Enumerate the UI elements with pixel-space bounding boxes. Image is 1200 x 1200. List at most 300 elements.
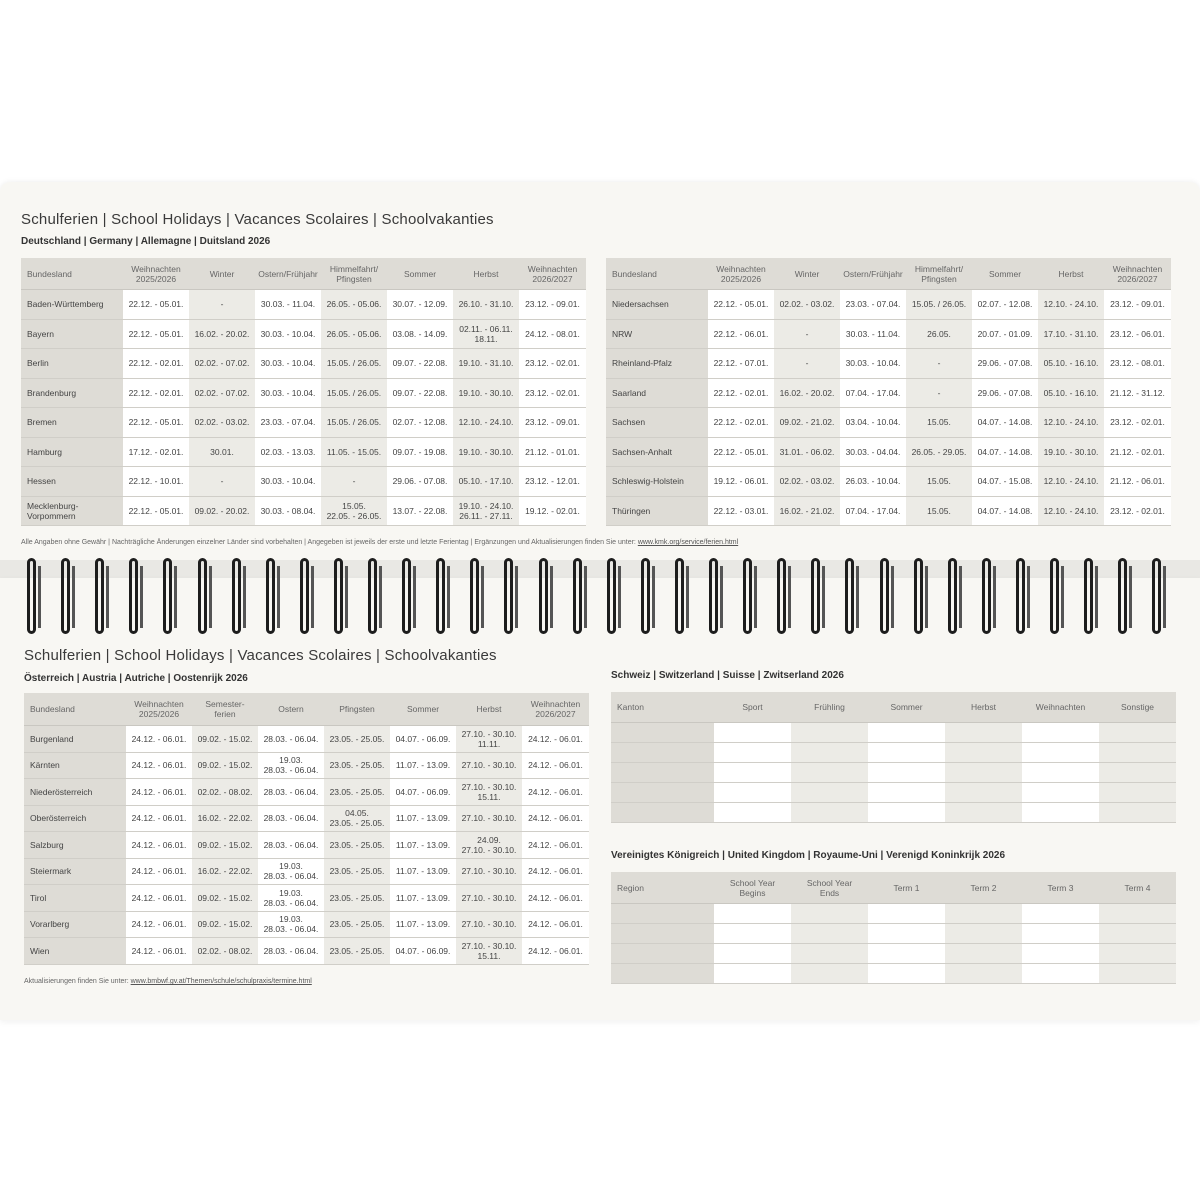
empty-cell[interactable] xyxy=(945,924,1022,944)
table-cell: 11.07. - 13.09. xyxy=(390,832,456,859)
empty-cell[interactable] xyxy=(611,964,714,984)
empty-cell[interactable] xyxy=(1022,783,1099,803)
empty-row xyxy=(611,763,1176,783)
binding-ring xyxy=(539,558,548,634)
row-label: Niedersachsen xyxy=(606,290,708,320)
table-cell: 24.12. - 06.01. xyxy=(522,858,589,885)
table-cell: 02.02. - 08.02. xyxy=(192,938,258,965)
empty-row xyxy=(611,723,1176,743)
table-cell: 30.03. - 10.04. xyxy=(255,349,321,379)
column-header: Weihnachten 2026/2027 xyxy=(1104,258,1171,290)
empty-cell[interactable] xyxy=(791,944,868,964)
column-header: Ostern xyxy=(258,693,324,726)
column-header: Weihnachten 2026/2027 xyxy=(522,693,589,726)
table-cell: 09.02. - 21.02. xyxy=(774,408,840,438)
table-cell: 24.12. - 06.01. xyxy=(126,752,192,779)
table-cell: 02.02. - 03.02. xyxy=(774,290,840,320)
austria-subtitle: Österreich | Austria | Autriche | Oostenrijk 2026 xyxy=(24,673,248,684)
table-cell: 23.05. - 25.05. xyxy=(324,938,390,965)
empty-row xyxy=(611,904,1176,924)
table-cell: 16.02. - 20.02. xyxy=(189,319,255,349)
empty-cell[interactable] xyxy=(714,904,791,924)
binding-ring xyxy=(709,558,718,634)
uk-subtitle: Vereinigtes Königreich | United Kingdom | Royaume-Uni | Verenigd Koninkrijk 2026 xyxy=(611,850,1006,861)
column-header: Semester- ferien xyxy=(192,693,258,726)
table-cell: 22.12. - 10.01. xyxy=(123,467,189,497)
column-header: Himmelfahrt/ Pfingsten xyxy=(906,258,972,290)
table-cell: 24.12. - 06.01. xyxy=(522,938,589,965)
binding-ring xyxy=(198,558,207,634)
binding-ring xyxy=(232,558,241,634)
table-cell: 19.12. - 02.01. xyxy=(519,496,586,526)
table-cell: 15.05. / 26.05. xyxy=(321,408,387,438)
table-cell: 23.12. - 02.01. xyxy=(519,349,586,379)
empty-cell[interactable] xyxy=(868,803,945,823)
empty-cell[interactable] xyxy=(1022,743,1099,763)
row-label: Kärnten xyxy=(24,752,126,779)
empty-cell[interactable] xyxy=(1099,803,1176,823)
empty-cell[interactable] xyxy=(611,763,714,783)
table-cell: 23.05. - 25.05. xyxy=(324,858,390,885)
empty-cell[interactable] xyxy=(714,803,791,823)
column-header: School Year Begins xyxy=(714,872,791,904)
table-cell: 30.03. - 10.04. xyxy=(255,319,321,349)
table-cell: 11.07. - 13.09. xyxy=(390,911,456,938)
table-cell: 22.12. - 05.01. xyxy=(123,290,189,320)
table-cell: 22.12. - 07.01. xyxy=(708,349,774,379)
empty-cell[interactable] xyxy=(714,763,791,783)
table-cell: 11.07. - 13.09. xyxy=(390,805,456,832)
empty-cell[interactable] xyxy=(611,803,714,823)
column-header: Term 3 xyxy=(1022,872,1099,904)
table-cell: 22.12. - 02.01. xyxy=(123,349,189,379)
binding-ring xyxy=(300,558,309,634)
table-row xyxy=(606,467,1171,497)
column-header: Pfingsten xyxy=(324,693,390,726)
table-row xyxy=(24,832,589,859)
table-cell: 04.07. - 14.08. xyxy=(972,496,1038,526)
row-label: Brandenburg xyxy=(21,378,123,408)
empty-cell[interactable] xyxy=(714,743,791,763)
table-cell: 09.02. - 15.02. xyxy=(192,832,258,859)
table-cell: 27.10. - 30.10. xyxy=(456,805,522,832)
table-cell: 12.10. - 24.10. xyxy=(453,408,519,438)
table-row xyxy=(606,408,1171,438)
table-cell: 21.12. - 01.01. xyxy=(519,437,586,467)
binding-ring xyxy=(266,558,275,634)
table-cell: 22.12. - 05.01. xyxy=(708,437,774,467)
binding-ring xyxy=(402,558,411,634)
binding-ring-shadow xyxy=(345,566,348,628)
binding-ring-shadow xyxy=(1027,566,1030,628)
binding-ring-shadow xyxy=(72,566,75,628)
table-cell: 23.12. - 02.01. xyxy=(1104,496,1171,526)
binding-ring xyxy=(982,558,991,634)
table-row xyxy=(24,911,589,938)
empty-cell[interactable] xyxy=(1099,924,1176,944)
table-cell: 28.03. - 06.04. xyxy=(258,805,324,832)
binding-ring xyxy=(675,558,684,634)
row-label: Steiermark xyxy=(24,858,126,885)
table-cell: 26.05. xyxy=(906,319,972,349)
germany-footnote xyxy=(21,539,738,546)
table-cell: 21.12. - 06.01. xyxy=(1104,467,1171,497)
empty-cell[interactable] xyxy=(1099,964,1176,984)
binding-ring-shadow xyxy=(481,566,484,628)
binding-ring xyxy=(129,558,138,634)
empty-cell[interactable] xyxy=(945,803,1022,823)
table-cell: 02.02. - 08.02. xyxy=(192,779,258,806)
table-cell: 26.05. - 05.06. xyxy=(321,319,387,349)
table-cell: - xyxy=(906,349,972,379)
table-cell: 16.02. - 21.02. xyxy=(774,496,840,526)
table-cell: 27.10. - 30.10. 15.11. xyxy=(456,938,522,965)
empty-cell[interactable] xyxy=(791,803,868,823)
binding-ring-shadow xyxy=(1061,566,1064,628)
binding-ring xyxy=(743,558,752,634)
binding-ring xyxy=(163,558,172,634)
table-cell: 30.03. - 11.04. xyxy=(840,319,906,349)
table-cell: 24.12. - 06.01. xyxy=(522,779,589,806)
row-label: Sachsen xyxy=(606,408,708,438)
empty-cell[interactable] xyxy=(611,743,714,763)
table-cell: 30.03. - 10.04. xyxy=(255,467,321,497)
row-label: Mecklenburg- Vorpommern xyxy=(21,496,123,526)
empty-row xyxy=(611,783,1176,803)
column-header: Sommer xyxy=(972,258,1038,290)
column-header: Herbst xyxy=(1038,258,1104,290)
switzerland-table xyxy=(611,692,1176,823)
empty-cell[interactable] xyxy=(714,924,791,944)
table-row xyxy=(24,726,589,753)
austria-table xyxy=(24,693,589,965)
empty-cell[interactable] xyxy=(714,783,791,803)
table-cell: 09.07. - 19.08. xyxy=(387,437,453,467)
binding-ring xyxy=(334,558,343,634)
column-header: Term 4 xyxy=(1099,872,1176,904)
empty-cell[interactable] xyxy=(791,723,868,743)
table-cell: 19.10. - 31.10. xyxy=(453,349,519,379)
table-cell: 23.05. - 25.05. xyxy=(324,752,390,779)
column-header: Weihnachten 2025/2026 xyxy=(708,258,774,290)
bmbwf-link[interactable]: www.bmbwf.gv.at/Themen/schule/schulpraxis/termine.html xyxy=(130,978,312,985)
empty-cell[interactable] xyxy=(945,783,1022,803)
table-cell: - xyxy=(774,349,840,379)
empty-cell[interactable] xyxy=(791,763,868,783)
table-cell: 27.10. - 30.10. xyxy=(456,911,522,938)
table-row xyxy=(21,467,586,497)
table-cell: 04.07. - 15.08. xyxy=(972,467,1038,497)
table-row xyxy=(21,437,586,467)
table-cell: 09.02. - 15.02. xyxy=(192,752,258,779)
table-cell: 05.10. - 17.10. xyxy=(453,467,519,497)
row-label: Thüringen xyxy=(606,496,708,526)
empty-row xyxy=(611,964,1176,984)
row-label: Vorarlberg xyxy=(24,911,126,938)
binding-ring-shadow xyxy=(618,566,621,628)
table-row xyxy=(24,752,589,779)
empty-cell[interactable] xyxy=(945,964,1022,984)
empty-cell[interactable] xyxy=(1099,904,1176,924)
row-label: Niederösterreich xyxy=(24,779,126,806)
empty-cell[interactable] xyxy=(1022,723,1099,743)
table-cell: - xyxy=(321,467,387,497)
table-cell: 09.02. - 15.02. xyxy=(192,885,258,912)
column-header: Himmelfahrt/ Pfingsten xyxy=(321,258,387,290)
table-cell: 19.03. 28.03. - 06.04. xyxy=(258,885,324,912)
table-cell: 30.03. - 04.04. xyxy=(840,437,906,467)
table-row xyxy=(21,349,586,379)
empty-cell[interactable] xyxy=(1099,783,1176,803)
column-header: School Year Ends xyxy=(791,872,868,904)
table-row xyxy=(24,858,589,885)
binding-ring xyxy=(27,558,36,634)
germany-subtitle: Deutschland | Germany | Allemagne | Duitsland 2026 xyxy=(21,236,271,247)
column-header: Weihnachten 2026/2027 xyxy=(519,258,586,290)
row-label: Burgenland xyxy=(24,726,126,753)
table-cell: 29.06. - 07.08. xyxy=(972,349,1038,379)
column-header: Ostern/Frühjahr xyxy=(840,258,906,290)
binding-ring-shadow xyxy=(106,566,109,628)
empty-cell[interactable] xyxy=(868,924,945,944)
binding-ring xyxy=(1152,558,1161,634)
binding-ring-shadow xyxy=(1163,566,1166,628)
column-header: Bundesland xyxy=(606,258,708,290)
switzerland-subtitle: Schweiz | Switzerland | Suisse | Zwitserland 2026 xyxy=(611,670,844,681)
empty-row xyxy=(611,743,1176,763)
column-header: Weihnachten 2025/2026 xyxy=(123,258,189,290)
column-header: Sonstige xyxy=(1099,692,1176,723)
binding-ring-shadow xyxy=(856,566,859,628)
table-cell: 19.03. 28.03. - 06.04. xyxy=(258,752,324,779)
table-cell: 26.05. - 05.06. xyxy=(321,290,387,320)
binding-ring xyxy=(811,558,820,634)
table-row xyxy=(21,496,586,526)
binding-ring-shadow xyxy=(891,566,894,628)
table-cell: - xyxy=(189,290,255,320)
empty-cell[interactable] xyxy=(868,783,945,803)
row-label: Hessen xyxy=(21,467,123,497)
table-cell: 22.12. - 02.01. xyxy=(123,378,189,408)
table-cell: 21.12. - 31.12. xyxy=(1104,378,1171,408)
table-cell: 23.12. - 09.01. xyxy=(1104,290,1171,320)
table-row xyxy=(606,378,1171,408)
row-label: Saarland xyxy=(606,378,708,408)
empty-row xyxy=(611,924,1176,944)
table-cell: 24.12. - 06.01. xyxy=(126,938,192,965)
table-cell: 22.12. - 05.01. xyxy=(123,408,189,438)
column-header: Sport xyxy=(714,692,791,723)
binding-ring-shadow xyxy=(277,566,280,628)
empty-row xyxy=(611,803,1176,823)
empty-cell[interactable] xyxy=(791,904,868,924)
binding-ring xyxy=(777,558,786,634)
table-cell: 22.12. - 02.01. xyxy=(708,408,774,438)
column-header: Weihnachten xyxy=(1022,692,1099,723)
table-cell: 04.07. - 14.08. xyxy=(972,437,1038,467)
binding-ring xyxy=(641,558,650,634)
table-cell: 02.03. - 13.03. xyxy=(255,437,321,467)
table-cell: 12.10. - 24.10. xyxy=(1038,290,1104,320)
empty-cell[interactable] xyxy=(1099,743,1176,763)
empty-cell[interactable] xyxy=(611,904,714,924)
row-label: Berlin xyxy=(21,349,123,379)
table-cell: 23.12. - 08.01. xyxy=(1104,349,1171,379)
table-cell: 23.05. - 25.05. xyxy=(324,911,390,938)
austria-footnote-text: Aktualisierungen finden Sie unter: xyxy=(24,978,131,985)
table-cell: 02.07. - 12.08. xyxy=(387,408,453,438)
empty-cell[interactable] xyxy=(945,723,1022,743)
table-cell: 28.03. - 06.04. xyxy=(258,832,324,859)
table-cell: 12.10. - 24.10. xyxy=(1038,408,1104,438)
empty-cell[interactable] xyxy=(1022,763,1099,783)
empty-cell[interactable] xyxy=(1022,803,1099,823)
empty-cell[interactable] xyxy=(1099,723,1176,743)
empty-cell[interactable] xyxy=(714,944,791,964)
table-cell: 23.12. - 06.01. xyxy=(1104,319,1171,349)
column-header: Frühling xyxy=(791,692,868,723)
empty-cell[interactable] xyxy=(945,763,1022,783)
binding-ring-shadow xyxy=(413,566,416,628)
empty-cell[interactable] xyxy=(791,924,868,944)
empty-cell[interactable] xyxy=(868,964,945,984)
empty-cell[interactable] xyxy=(791,783,868,803)
binding-ring xyxy=(1118,558,1127,634)
binding-ring-shadow xyxy=(243,566,246,628)
empty-cell[interactable] xyxy=(868,723,945,743)
table-cell: 02.02. - 07.02. xyxy=(189,378,255,408)
empty-cell[interactable] xyxy=(791,743,868,763)
empty-cell[interactable] xyxy=(714,964,791,984)
table-cell: 04.07. - 06.09. xyxy=(390,726,456,753)
binding-ring-shadow xyxy=(925,566,928,628)
table-cell: 31.01. - 06.02. xyxy=(774,437,840,467)
empty-cell[interactable] xyxy=(868,763,945,783)
row-label: Bremen xyxy=(21,408,123,438)
binding-ring xyxy=(948,558,957,634)
empty-cell[interactable] xyxy=(945,743,1022,763)
column-header: Kanton xyxy=(611,692,714,723)
empty-cell[interactable] xyxy=(868,743,945,763)
table-cell: 23.12. - 09.01. xyxy=(519,290,586,320)
table-row xyxy=(606,496,1171,526)
empty-cell[interactable] xyxy=(868,944,945,964)
table-cell: 23.05. - 25.05. xyxy=(324,885,390,912)
empty-cell[interactable] xyxy=(1099,944,1176,964)
binding-ring xyxy=(61,558,70,634)
table-cell: 02.02. - 07.02. xyxy=(189,349,255,379)
table-cell: 23.03. - 07.04. xyxy=(255,408,321,438)
table-cell: 11.07. - 13.09. xyxy=(390,885,456,912)
table-cell: 09.07. - 22.08. xyxy=(387,378,453,408)
empty-cell[interactable] xyxy=(868,904,945,924)
table-cell: 24.12. - 06.01. xyxy=(522,911,589,938)
table-cell: 07.04. - 17.04. xyxy=(840,378,906,408)
binding-ring-shadow xyxy=(1129,566,1132,628)
table-cell: 09.02. - 15.02. xyxy=(192,726,258,753)
table-cell: 15.05. / 26.05. xyxy=(321,378,387,408)
table-cell: 23.12. - 02.01. xyxy=(519,378,586,408)
table-row xyxy=(606,319,1171,349)
row-label: Tirol xyxy=(24,885,126,912)
column-header: Sommer xyxy=(868,692,945,723)
binding-ring-shadow xyxy=(38,566,41,628)
kmk-link[interactable]: www.kmk.org/service/ferien.html xyxy=(637,539,739,546)
empty-cell[interactable] xyxy=(791,964,868,984)
table-cell: 29.06. - 07.08. xyxy=(972,378,1038,408)
table-cell: 23.12. - 09.01. xyxy=(519,408,586,438)
empty-cell[interactable] xyxy=(945,904,1022,924)
table-cell: 27.10. - 30.10. xyxy=(456,858,522,885)
binding-ring xyxy=(504,558,513,634)
empty-cell[interactable] xyxy=(611,924,714,944)
empty-cell[interactable] xyxy=(1022,924,1099,944)
bottom-page-title: Schulferien | School Holidays | Vacances Scolaires | Schoolvakanties xyxy=(24,647,497,664)
binding-ring-shadow xyxy=(822,566,825,628)
binding-ring-shadow xyxy=(1095,566,1098,628)
empty-cell[interactable] xyxy=(1022,904,1099,924)
empty-cell[interactable] xyxy=(611,723,714,743)
binding-ring xyxy=(436,558,445,634)
column-header: Sommer xyxy=(390,693,456,726)
empty-cell[interactable] xyxy=(1022,944,1099,964)
binding-ring xyxy=(368,558,377,634)
table-cell: - xyxy=(774,319,840,349)
empty-cell[interactable] xyxy=(611,944,714,964)
empty-cell[interactable] xyxy=(945,944,1022,964)
empty-cell[interactable] xyxy=(714,723,791,743)
binding-ring-shadow xyxy=(720,566,723,628)
table-cell: 22.12. - 05.01. xyxy=(123,496,189,526)
table-cell: 24.12. - 06.01. xyxy=(126,779,192,806)
table-cell: 17.12. - 02.01. xyxy=(123,437,189,467)
binding-ring-shadow xyxy=(174,566,177,628)
table-cell: 15.05. / 26.05. xyxy=(321,349,387,379)
empty-cell[interactable] xyxy=(1022,964,1099,984)
table-row xyxy=(21,290,586,320)
binding-ring xyxy=(1084,558,1093,634)
table-cell: 17.10. - 31.10. xyxy=(1038,319,1104,349)
table-cell: 04.07. - 06.09. xyxy=(390,938,456,965)
table-cell: 22.12. - 02.01. xyxy=(708,378,774,408)
table-cell: 16.02. - 20.02. xyxy=(774,378,840,408)
table-cell: 19.03. 28.03. - 06.04. xyxy=(258,858,324,885)
table-cell: 23.03. - 07.04. xyxy=(840,290,906,320)
column-header: Bundesland xyxy=(21,258,123,290)
table-cell: 19.10. - 24.10. 26.11. - 27.11. xyxy=(453,496,519,526)
column-header: Sommer xyxy=(387,258,453,290)
table-row xyxy=(24,938,589,965)
table-cell: 02.02. - 03.02. xyxy=(189,408,255,438)
row-label: Schleswig-Holstein xyxy=(606,467,708,497)
table-cell: 09.02. - 20.02. xyxy=(189,496,255,526)
binding-ring-shadow xyxy=(584,566,587,628)
binding-ring xyxy=(573,558,582,634)
austria-footnote xyxy=(24,978,312,985)
table-cell: 22.12. - 06.01. xyxy=(708,319,774,349)
empty-cell[interactable] xyxy=(1099,763,1176,783)
table-cell: 07.04. - 17.04. xyxy=(840,496,906,526)
row-label: Rheinland-Pfalz xyxy=(606,349,708,379)
table-row xyxy=(606,290,1171,320)
table-cell: 23.12. - 02.01. xyxy=(1104,408,1171,438)
table-cell: 23.12. - 12.01. xyxy=(519,467,586,497)
binding-ring xyxy=(914,558,923,634)
table-cell: 19.10. - 30.10. xyxy=(453,437,519,467)
empty-row xyxy=(611,944,1176,964)
table-row xyxy=(21,378,586,408)
empty-cell[interactable] xyxy=(611,783,714,803)
